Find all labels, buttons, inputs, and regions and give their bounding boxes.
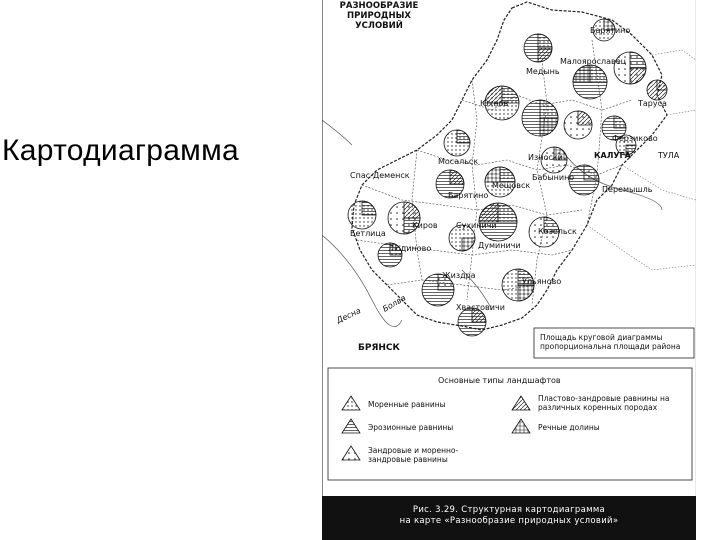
region-label: Киров: [412, 221, 438, 230]
pie-chart: [444, 130, 470, 156]
pie-chart: [458, 308, 486, 336]
river-label-bolva: Болва: [381, 293, 408, 314]
region-label: Таруса: [638, 99, 667, 108]
legend-symbol-moraine: [342, 396, 360, 410]
region-label: Малоярославец: [560, 57, 627, 66]
region-label: Хвастовичи: [456, 303, 505, 312]
legend-symbol-erosion: [342, 419, 360, 433]
caption-line-1: Рис. 3.29. Структурная картодиаграмма: [412, 505, 606, 515]
caption-line-2: на карте «Разнообразие природных условий»: [399, 516, 619, 527]
legend-item-label: Речные долины: [538, 423, 600, 432]
slide-title: Картодиаграмма: [2, 134, 240, 167]
region-label: Сухиничи: [456, 221, 497, 230]
region-label: Спас-Деменск: [350, 171, 410, 180]
pie-chart: [647, 80, 667, 100]
region-label: Бабынино: [532, 173, 575, 182]
legend-item-label: Пластово-зандровые равнины на различных коренных породах: [538, 394, 670, 412]
legend-item-label: Эрозионные равнины: [368, 423, 454, 432]
legend-item-label: Зандровые и моренно-зандровые равнины: [368, 446, 459, 464]
region-label: Жиздра: [442, 271, 476, 280]
region-label: Ферзиково: [612, 134, 658, 143]
figure-caption: [322, 496, 696, 540]
region-label: Мосальск: [438, 157, 479, 166]
pie-chart: [522, 100, 558, 136]
pie-chart: [348, 201, 376, 229]
region-label: Барятино: [590, 26, 631, 35]
river-label-desna: Десна: [335, 306, 363, 326]
region-label: Барятино: [448, 191, 489, 200]
city-label-kaluga: КАЛУГА: [594, 151, 631, 160]
region-label: Думиничи: [478, 241, 521, 250]
legend-symbol-river-valley: [512, 419, 530, 433]
pie-chart: [573, 65, 607, 99]
city-label-bryansk: БРЯНСК: [358, 343, 400, 353]
map-title: РАЗНООБРАЗИЕ ПРИРОДНЫХ УСЛОВИЙ: [339, 1, 419, 31]
map-panel: [322, 0, 696, 540]
pie-chart: [524, 34, 552, 62]
region-label: Бетлица: [350, 229, 386, 238]
legend-heading: Основные типы ландшафтов: [438, 376, 561, 385]
legend-symbol-layer-zandr: [512, 396, 530, 410]
legend-symbol-zandr: [342, 446, 360, 460]
region-label: Перемышль: [602, 185, 653, 194]
region-label: Ульяново: [522, 277, 562, 286]
city-label-tula: ТУЛА: [658, 151, 680, 160]
scale-note: Площадь круговой диаграммы пропорциональна площади района: [540, 333, 681, 352]
legend-item-label: Моренные равнины: [368, 400, 446, 409]
region-label: Мещовск: [492, 181, 531, 190]
region-label: Юхнов: [480, 99, 509, 108]
region-label: Козельск: [538, 227, 577, 236]
region-label: Износки: [528, 153, 563, 162]
pie-chart: [564, 111, 592, 139]
region-label: Людиново: [388, 244, 432, 253]
region-label: Медынь: [526, 67, 560, 76]
